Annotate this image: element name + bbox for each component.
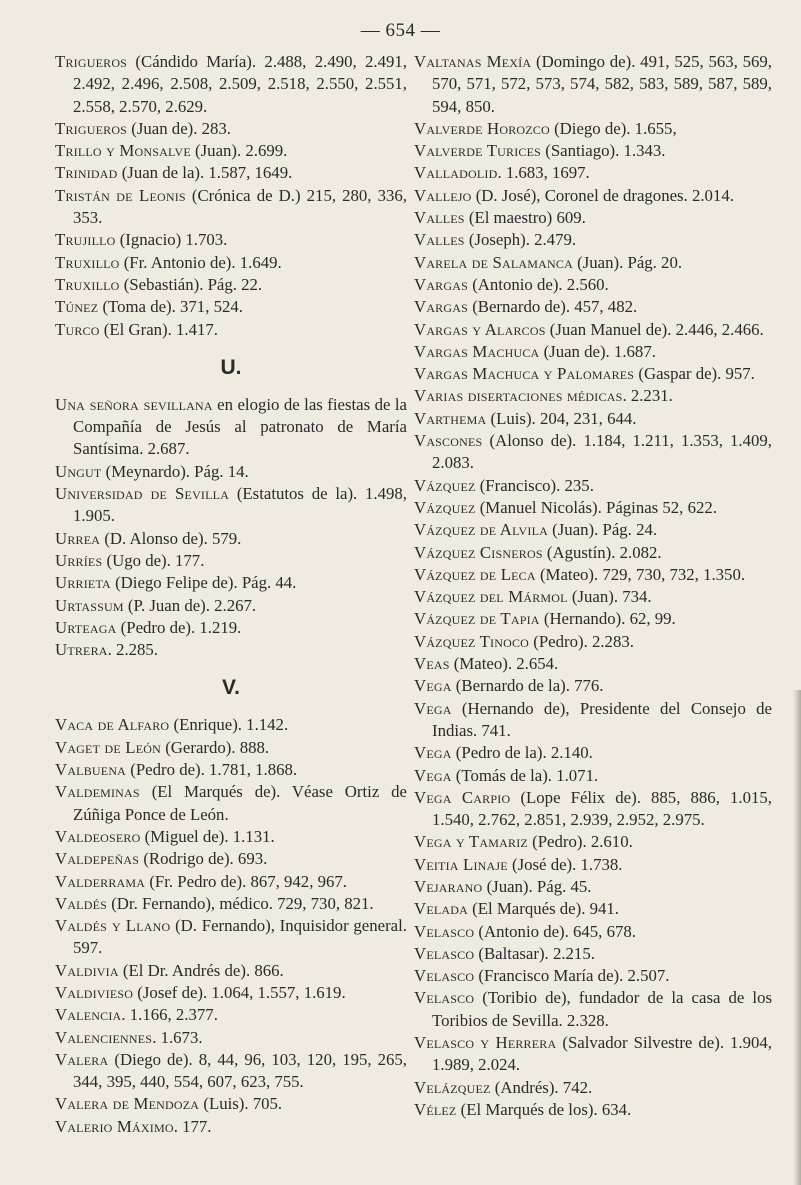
entry-headword: Una señora sevillana [55, 394, 213, 414]
index-entry [55, 1093, 407, 1115]
entry-references: (Joseph). 2.479. [464, 230, 577, 250]
entry-headword: Velada [414, 899, 468, 919]
entry-headword: Urríes [55, 550, 103, 570]
entry-headword: Varthema [414, 408, 487, 428]
index-entry [414, 341, 772, 363]
entry-references: (D. Fernando), Inquisidor general. 597. [73, 916, 407, 958]
entry-headword: Vázquez [414, 475, 476, 495]
entry-headword: Velasco [414, 943, 475, 963]
index-entry [414, 430, 772, 475]
entry-references: (Santiago). 1.343. [541, 141, 666, 161]
index-entry [414, 653, 772, 675]
entry-headword: Velázquez [414, 1077, 491, 1097]
index-entry [414, 1077, 772, 1099]
entry-references: (Juan de). 283. [127, 118, 231, 138]
left-column [55, 51, 407, 1138]
entry-headword: Vargas Machuca [414, 341, 540, 361]
entry-headword: Vega [414, 676, 452, 696]
entry-headword: Vargas [414, 274, 468, 294]
entry-headword: Trinidad [55, 163, 118, 183]
entry-references: . 1.673. [152, 1027, 203, 1047]
page-edge-shadow [793, 690, 801, 1185]
entry-references: (Manuel Nicolás). Páginas 52, 622. [475, 497, 717, 517]
entry-references: (Diego de). 1.655, [549, 118, 677, 138]
index-entry [414, 118, 772, 140]
index-entry [414, 854, 772, 876]
entry-references: (Diego Felipe de). Pág. 44. [110, 573, 297, 593]
index-entry [414, 965, 772, 987]
index-entry [414, 252, 772, 274]
entry-references: . 1.166, 2.377. [121, 1005, 218, 1025]
entry-headword: Vázquez Tinoco [414, 631, 530, 651]
index-entry [414, 898, 772, 920]
entry-references: (Juan Manuel de). 2.446, 2.466. [545, 319, 764, 339]
entries-v-continued [414, 51, 772, 1121]
entry-headword: Varela de Salamanca [414, 252, 573, 272]
index-entry [55, 893, 407, 915]
index-entry [55, 319, 407, 341]
entry-headword: Valles [414, 230, 465, 250]
entry-references: (Alonso de). 1.184, 1.211, 1.353, 1.409, 2.083. [432, 431, 772, 473]
entry-headword: Truxillo [55, 274, 120, 294]
entry-references: (El Gran). 1.417. [99, 319, 218, 339]
entry-headword: Valdepeñas [55, 849, 140, 869]
entry-headword: Trujillo [55, 230, 116, 250]
entry-headword: Velasco [414, 988, 475, 1008]
entry-headword: Valbuena [55, 760, 127, 780]
entries-u [55, 394, 407, 662]
index-entry [414, 586, 772, 608]
index-entry [55, 617, 407, 639]
entry-headword: Velasco [414, 966, 475, 986]
entry-references: (Crónica de D.) 215, 280, 336, 353. [73, 185, 407, 228]
index-entry [55, 781, 407, 826]
entry-references: (Andrés). 742. [490, 1077, 593, 1097]
section-letter-v: V. [222, 676, 240, 700]
index-entry [414, 698, 772, 743]
entry-references: (Pedro de). 1.781, 1.868. [126, 760, 298, 780]
entry-headword: Veas [414, 654, 450, 674]
entry-references: (Luis). 204, 231, 644. [486, 408, 637, 428]
entry-headword: Vega [414, 698, 452, 718]
index-entry [414, 296, 772, 318]
entry-references: (El Marqués de). 941. [467, 899, 619, 919]
index-entry [414, 185, 772, 207]
index-entry [55, 960, 407, 982]
entry-headword: Vega [414, 743, 452, 763]
index-entry [414, 51, 772, 118]
entry-references: (Agustín). 2.082. [542, 542, 662, 562]
entry-references: (El Marqués de). Véase Ortiz de Zúñiga Ponce de León. [73, 782, 407, 824]
entry-references: . 1.683, 1697. [497, 163, 590, 183]
entry-references: (Pedro). 2.283. [529, 631, 634, 651]
entry-headword: Vélez [414, 1099, 457, 1119]
entry-references: (Toma de). 371, 524. [98, 297, 243, 317]
entry-headword: Truxillo [55, 252, 120, 272]
entry-headword: Turco [55, 319, 100, 339]
entry-references: (Juan). Pág. 45. [482, 876, 592, 896]
entry-references: (Francisco María de). 2.507. [474, 966, 670, 986]
entry-references: (Fr. Antonio de). 1.649. [119, 252, 282, 272]
entry-references: (Fr. Pedro de). 867, 942, 967. [145, 871, 347, 891]
entry-references: (El maestro) 609. [464, 208, 586, 228]
entry-references: (Juan). 2.699. [190, 141, 288, 161]
entry-headword: Veitia Linaje [414, 854, 508, 874]
entry-references: (El Marqués de los). 634. [456, 1099, 632, 1119]
index-entry [55, 1049, 407, 1094]
index-entry [55, 737, 407, 759]
entry-headword: Valenciennes [55, 1027, 153, 1047]
entry-headword: Vázquez [414, 497, 476, 517]
entry-references: . 2.231. [622, 386, 673, 406]
page-number: — 654 — [360, 20, 441, 41]
index-entry [55, 483, 407, 528]
entries-t [55, 51, 407, 341]
entry-references: (Josef de). 1.064, 1.557, 1.619. [133, 982, 346, 1002]
index-entry [55, 982, 407, 1004]
entry-headword: Valverde Horozco [414, 118, 550, 138]
index-entry [414, 207, 772, 229]
right-column [414, 51, 772, 1121]
index-entry [55, 572, 407, 594]
index-entry [55, 848, 407, 870]
entry-headword: Valdés y Llano [55, 916, 171, 936]
index-entry [414, 519, 772, 541]
entry-references: (D. José), Coronel de dragones. 2.014. [471, 185, 734, 205]
entry-headword: Valdés [55, 893, 107, 913]
section-letter-u: U. [220, 355, 242, 379]
index-entry [55, 1027, 407, 1049]
index-entry [55, 550, 407, 572]
entry-references: (Bernardo de). 457, 482. [468, 297, 638, 317]
entry-references: (Pedro de la). 2.140. [451, 743, 593, 763]
entry-references: (Salvador Silvestre de). 1.904, 1.989, 2.024. [432, 1033, 772, 1075]
index-entry [414, 542, 772, 564]
index-entry [55, 461, 407, 483]
entry-headword: Valencia [55, 1005, 122, 1025]
entry-headword: Vega Carpio [414, 787, 511, 807]
entry-headword: Urtassum [55, 595, 124, 615]
entry-references: (Juan). Pág. 24. [547, 520, 658, 540]
entry-references: (Dr. Fernando), médico. 729, 730, 821. [107, 893, 374, 913]
entry-references: (Hernando de), Presidente del Consejo de Indias. 741. [432, 698, 772, 740]
entry-references: (Baltasar). 2.215. [474, 943, 595, 963]
index-entry [55, 759, 407, 781]
entry-references: (Rodrigo de). 693. [139, 849, 268, 869]
entry-headword: Urrieta [55, 573, 111, 593]
entry-references: (Toribio de), fundador de la casa de los Toribios de Sevilla. 2.328. [432, 988, 772, 1030]
index-entry [414, 1032, 772, 1077]
entry-references: (Lope Félix de). 885, 886, 1.015, 1.540, 2.762, 2.851, 2.939, 2.952, 2.975. [432, 787, 772, 830]
entry-references: (Domingo de). 491, 525, 563, 569, 570, 571, 572, 573, 574, 582, 583, 589, 587, 589, 594, 850. [432, 52, 772, 116]
entry-references: (Cándido María). 2.488, 2.490, 2.491, 2.492, 2.496, 2.508, 2.509, 2.518, 2.550, 2.551, 2.558, 2.570, 2.629. [73, 52, 407, 116]
entry-references: (Ignacio) 1.703. [115, 230, 228, 250]
entry-references: (El Dr. Andrés de). 866. [118, 960, 284, 980]
entry-references: (Sebastián). Pág. 22. [119, 274, 263, 294]
entry-headword: Vázquez de Tapia [414, 609, 540, 629]
entry-headword: Urrea [55, 528, 101, 548]
entry-headword: Trigueros [55, 118, 128, 138]
entry-references: (Antonio de). 645, 678. [474, 921, 636, 941]
entry-references: (Juan de la). 1.587, 1649. [117, 163, 293, 183]
index-entry [414, 162, 772, 184]
entry-references: (Antonio de). 2.560. [468, 274, 609, 294]
index-entry [55, 595, 407, 617]
index-entry [55, 252, 407, 274]
entry-references: (Bernardo de la). 776. [451, 676, 604, 696]
index-entry [55, 118, 407, 140]
index-entry [414, 274, 772, 296]
index-entry [55, 51, 407, 118]
index-entry [414, 987, 772, 1032]
entry-references: (Francisco). 235. [475, 475, 594, 495]
index-entry [55, 394, 407, 461]
entry-headword: Vejarano [414, 876, 483, 896]
index-entry [414, 608, 772, 630]
entry-references: (Pedro). 2.610. [527, 832, 633, 852]
index-entry [414, 742, 772, 764]
entry-headword: Valdivia [55, 960, 119, 980]
entry-references: (Pedro de). 1.219. [116, 617, 242, 637]
entry-references: . 177. [173, 1116, 212, 1136]
index-entry [55, 274, 407, 296]
entry-references: (Gerardo). 888. [161, 737, 270, 757]
entry-headword: Velasco y Herrera [414, 1033, 557, 1053]
index-entry [55, 296, 407, 318]
entry-headword: Vargas y Alarcos [414, 319, 546, 339]
index-entry [414, 229, 772, 251]
entry-headword: Valladolid [414, 163, 498, 183]
entry-headword: Valderrama [55, 871, 146, 891]
entry-headword: Vaget de León [55, 737, 162, 757]
index-entry [414, 631, 772, 653]
entry-headword: Vega [414, 765, 452, 785]
index-entry [414, 921, 772, 943]
entry-headword: Vaca de Alfaro [55, 715, 170, 735]
entry-headword: Tristán de Leonis [55, 185, 186, 205]
entry-headword: Valerio Máximo [55, 1116, 174, 1136]
entry-headword: Vázquez de Leca [414, 564, 536, 584]
index-entry [55, 1004, 407, 1026]
entry-references: en elogio de las fiestas de la Compañía de Jesús al patronato de María Santísima. 2.687. [73, 394, 408, 459]
entry-references: (José de). 1.738. [507, 854, 623, 874]
entry-references: (Meynardo). Pág. 14. [101, 461, 249, 481]
entry-headword: Valdeosero [55, 826, 141, 846]
entry-headword: Valtanas Mexía [414, 52, 532, 71]
entry-headword: Vázquez de Alvila [414, 520, 548, 540]
index-entry [414, 475, 772, 497]
entry-references: (Hernando). 62, 99. [539, 609, 676, 629]
index-entry [414, 319, 772, 341]
entry-headword: Vallejo [414, 185, 472, 205]
entry-headword: Trillo y Monsalve [55, 141, 191, 161]
entry-references: (Mateo). 2.654. [449, 654, 559, 674]
index-entry [414, 1099, 772, 1121]
index-entry [55, 229, 407, 251]
index-entry [414, 497, 772, 519]
entry-headword: Valverde Turices [414, 141, 542, 161]
entry-headword: Varias disertaciones médicas [414, 386, 623, 406]
entry-headword: Valera de Mendoza [55, 1094, 200, 1114]
entry-references: (Estatutos de la). 1.498, 1.905. [73, 484, 407, 526]
entry-headword: Vascones [414, 431, 483, 451]
entry-references: (P. Juan de). 2.267. [123, 595, 257, 615]
entry-references: (Diego de). 8, 44, 96, 103, 120, 195, 265, 344, 395, 440, 554, 607, 623, 755. [73, 1049, 407, 1092]
index-entry [414, 765, 772, 787]
entry-headword: Vázquez Cisneros [414, 542, 543, 562]
index-entry [55, 140, 407, 162]
entry-references: (Juan). Pág. 20. [572, 252, 683, 272]
entry-headword: Valdeminas [55, 782, 140, 802]
entry-headword: Vargas [414, 297, 468, 317]
index-entry [414, 943, 772, 965]
entry-references: (Juan). 734. [567, 587, 652, 607]
index-entry [55, 915, 407, 960]
entry-headword: Ungut [55, 461, 102, 481]
entry-headword: Urteaga [55, 617, 117, 637]
entry-references: (Tomás de la). 1.071. [451, 765, 599, 785]
index-entry [55, 528, 407, 550]
index-entry [414, 408, 772, 430]
index-entry [55, 162, 407, 184]
index-entry [55, 714, 407, 736]
index-entry [414, 363, 772, 385]
entry-headword: Valles [414, 208, 465, 228]
entry-headword: Vázquez del Mármol [414, 587, 568, 607]
entry-headword: Vargas Machuca y Palomares [414, 364, 635, 384]
entry-headword: Valdivieso [55, 982, 134, 1002]
entry-headword: Velasco [414, 921, 475, 941]
entry-headword: Valera [55, 1049, 109, 1069]
index-entry [55, 826, 407, 848]
index-entry [55, 1116, 407, 1138]
entry-references: (Ugo de). 177. [102, 550, 205, 570]
index-entry [55, 639, 407, 661]
entry-references: (Luis). 705. [199, 1094, 283, 1114]
entries-v [55, 714, 407, 1138]
entry-references: . 2.285. [107, 640, 158, 660]
index-entry [414, 831, 772, 853]
entry-references: (D. Alonso de). 579. [100, 528, 242, 548]
index-entry [414, 876, 772, 898]
index-entry [55, 185, 407, 230]
entry-references: (Juan de). 1.687. [539, 341, 656, 361]
entry-headword: Universidad de Sevilla [55, 484, 230, 504]
entry-references: (Enrique). 1.142. [169, 715, 289, 735]
entry-references: (Mateo). 729, 730, 732, 1.350. [535, 564, 746, 584]
entry-headword: Túnez [55, 297, 99, 317]
entry-headword: Utrera [55, 640, 108, 660]
entry-references: (Miguel de). 1.131. [140, 826, 275, 846]
index-entry [414, 675, 772, 697]
index-entry [55, 871, 407, 893]
index-entry [414, 787, 772, 832]
index-entry [414, 385, 772, 407]
entry-references: (Gaspar de). 957. [634, 364, 755, 384]
entry-headword: Trigueros [55, 52, 128, 71]
entry-headword: Vega y Tamariz [414, 832, 528, 852]
index-entry [414, 140, 772, 162]
index-entry [414, 564, 772, 586]
